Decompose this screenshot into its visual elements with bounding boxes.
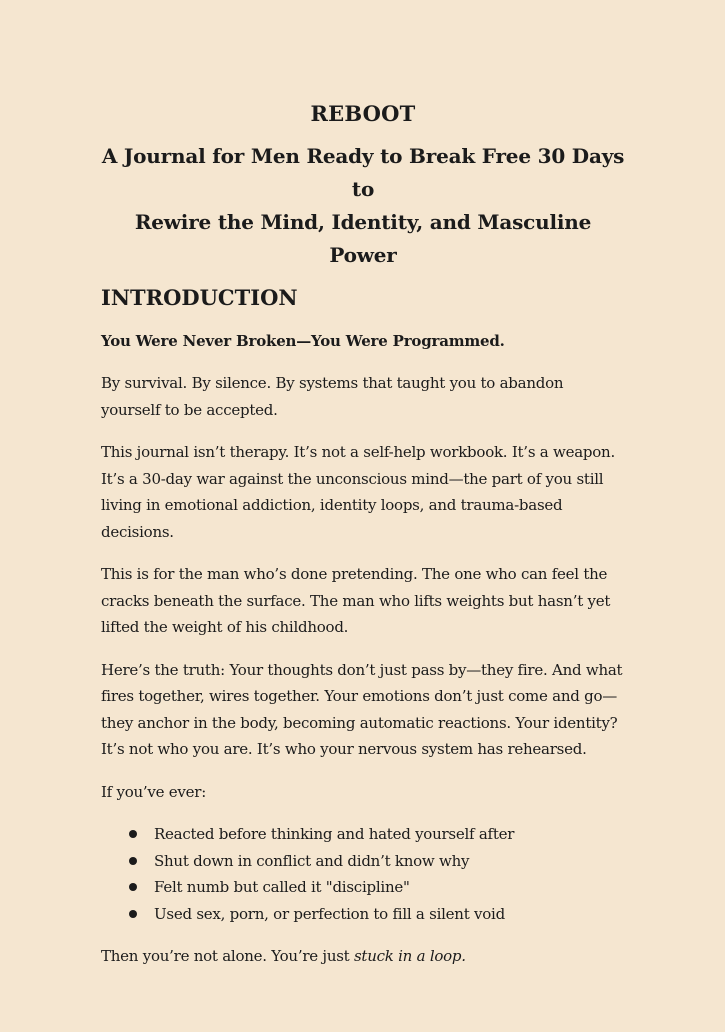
paragraph: Here’s the truth: Your thoughts don’t just pass by—they fire. And what fires together, wires together. Your emotions don’t just come and go—they anchor in the body, becoming automatic reactions. Your identity? It’s not who you are. It’s who your nervous system has rehearsed. (101, 660, 623, 758)
subtitle-line-1: A Journal for Men Ready to Break Free 30 Days to (101, 144, 625, 201)
list-item (129, 821, 625, 848)
bullet-icon (129, 910, 137, 918)
paragraph: By survival. By silence. By systems that taught you to abandon yourself to be accepted. (101, 374, 564, 419)
closing-text: Then you’re not alone. You’re just (101, 947, 354, 965)
closing-paragraph (101, 943, 625, 970)
document-title: REBOOT (310, 101, 416, 126)
bullet-icon (129, 857, 137, 865)
section-heading: INTRODUCTION (101, 285, 298, 310)
paragraph: This journal isn’t therapy. It’s not a self-help workbook. It’s a weapon. It’s a 30-day war against the unconscious mind—the part of you still living in emotional addiction, identity loops, and trauma-based decisions. (101, 443, 615, 541)
lead-statement: You Were Never Broken—You Were Programmed. (101, 332, 505, 350)
subtitle-line-2: Rewire the Mind, Identity, and Masculine Power (134, 210, 592, 267)
list-item (129, 874, 625, 901)
list-item-text: Used sex, porn, or perfection to fill a silent void (154, 904, 505, 923)
bullet-icon (129, 883, 137, 891)
list-item (129, 848, 625, 875)
paragraph: This is for the man who’s done pretending. The one who can feel the cracks beneath the surface. The man who lifts weights but hasn’t yet lifted the weight of his childhood. (101, 565, 611, 636)
bullet-icon (129, 830, 137, 838)
list-item (129, 901, 625, 928)
closing-emphasis: stuck in a loop. (353, 947, 466, 965)
list-item-text: Shut down in conflict and didn’t know why (154, 851, 470, 870)
list-item-text: Felt numb but called it "discipline" (154, 878, 410, 896)
document-subtitle (101, 140, 625, 272)
list-item-text: Reacted before thinking and hated yourself after (154, 825, 515, 843)
bullet-list (129, 821, 625, 927)
paragraph: If you’ve ever: (101, 782, 206, 801)
